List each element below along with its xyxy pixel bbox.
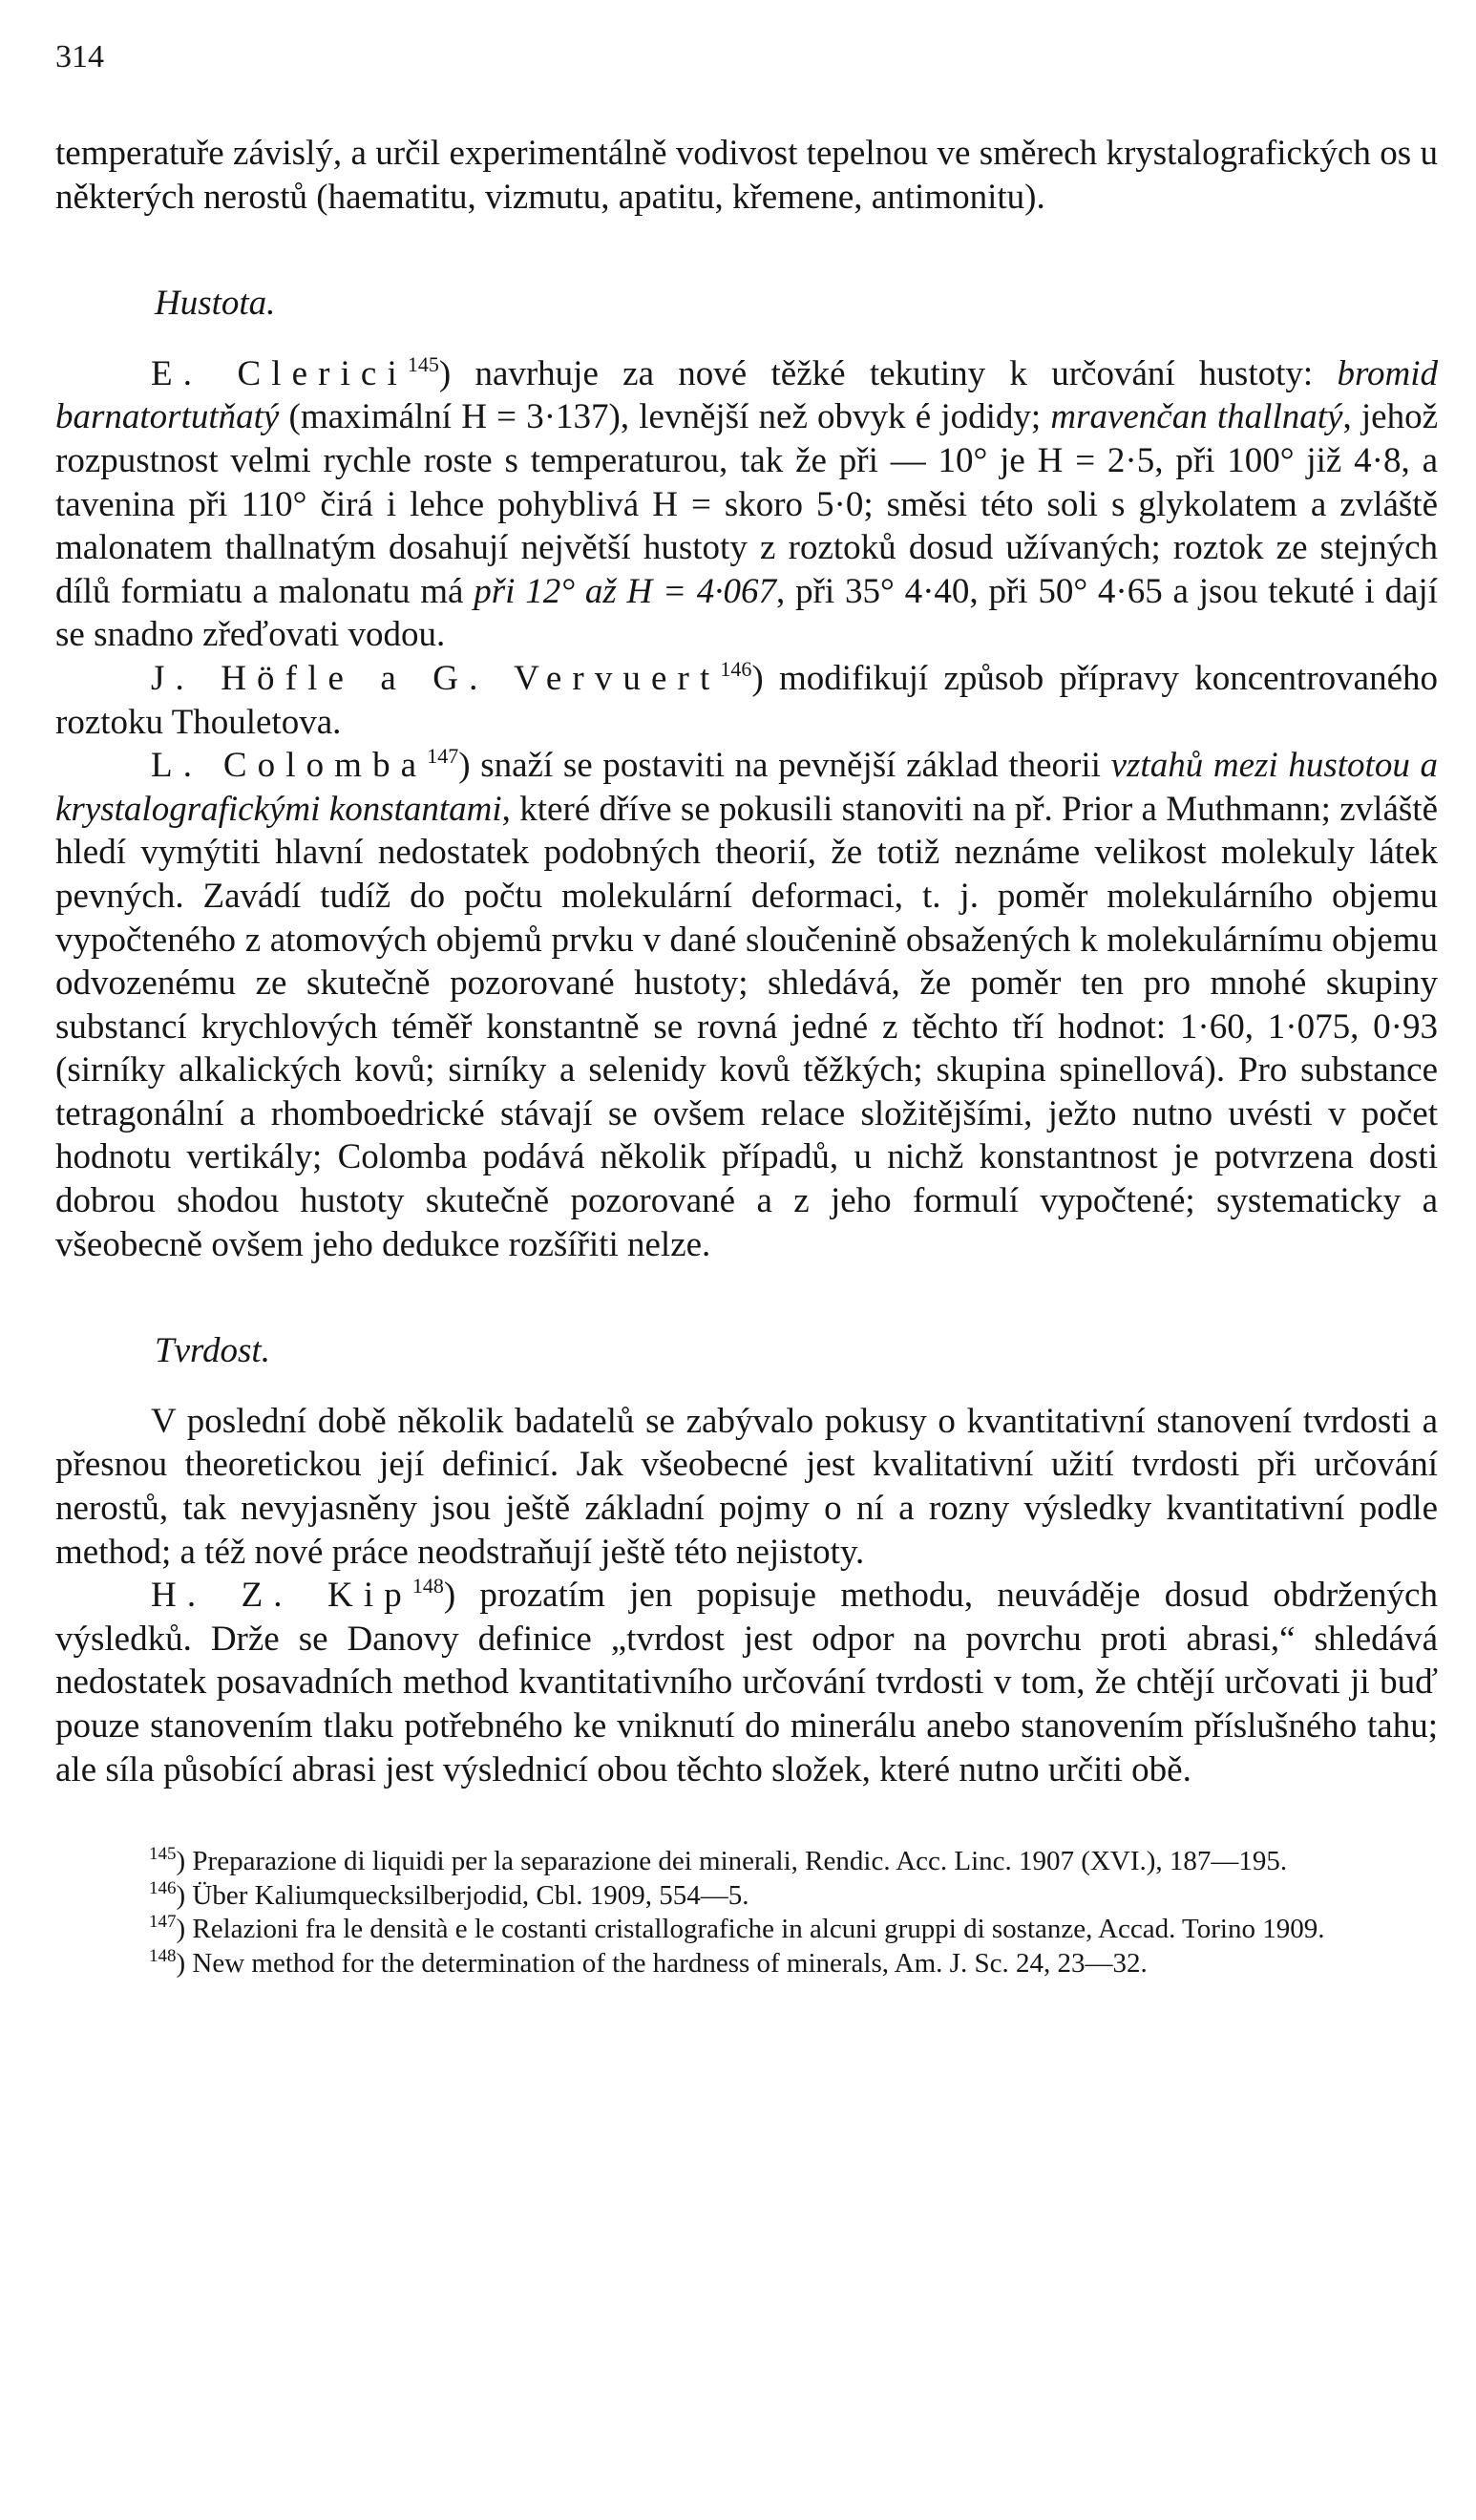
- footnote-ref: 147: [427, 744, 459, 769]
- page-number: 314: [55, 39, 104, 74]
- footnote: [55, 1845, 1438, 1879]
- paragraph-text: , které dříve se pokusili stanoviti na př. Prior a Muthmann; zvláště hledí vymýtiti hlavní nedostatek podobných theorií, že totiž neznáme velikost molekuly látek pevných. Zavádí tudíž do počtu molekulární deformaci, t. j. poměr molekulárního objemu vypočteného z atomových objemů prvku v dané sloučenině obsažených k molekulárnímu objemu odvozenému ze skutečně pozorované hustoty; shledává, že poměr ten pro mnohé skupiny substancí krychlových téměř konstantně se rovná jedné z těchto tří hodnot: 1·60, 1·075, 0·93 (sirníky alkalických kovů; sirníky a selenidy kovů těžkých; skupina spinellová). Pro substance tetragonální a rhomboedrické stávají se ovšem relace složitějšími, ježto nutno uvésti v počet hodnotu vertikály; Colomba podává několik případů, u nichž konstantnost je potvrzena dosti dobrou shodou hustoty skutečně pozorované a z jeho formulí vypočtené; systematicky a všeobecně ovšem jeho dedukce rozšířiti nelze.: [55, 789, 1438, 1264]
- italic-term: vztahů mezi hustotou a krystalografickými konstantami: [55, 746, 1439, 829]
- paragraph-colomba: [55, 744, 1438, 1266]
- paragraph-text: ) prozatím jen popisuje methodu, neuváděje dosud obdržených výsledků. Drže se Danovy definice „tvrdost jest odpor na povrchu proti abrasi,“ shledává nedostatek posavadních method kvantitativního určování tvrdosti v tom, že chtějí určovati ji buď pouze stanovením tlaku potřebného ke vniknutí do minerálu anebo stanovením příslušného tahu; ale síla působící abrasi jest výslednicí obou těchto složek, které nutno určiti obě.: [55, 1576, 1438, 1789]
- footnote-number: 147: [149, 1912, 177, 1933]
- section-heading-tvrdost: Tvrdost.: [155, 1331, 270, 1371]
- paragraph-clerici: [55, 352, 1438, 657]
- footnote: [55, 1947, 1438, 1981]
- footnote-number: 148: [149, 1945, 177, 1966]
- footnote: [55, 1913, 1438, 1947]
- italic-term: mravenčan thallnatý: [1050, 397, 1343, 437]
- footnote-ref: 148: [411, 1574, 444, 1599]
- paragraph-text: , při 35° 4·40, při 50° 4·65 a jsou tekuté i dají se snadno zřeďovati vodou.: [55, 571, 1438, 655]
- author-name: H. Z. Kip: [151, 1576, 412, 1616]
- paragraph-text: , jehož rozpustnost velmi rychle roste s temperaturou, tak že při — 10° je H = 2·5, při 100° již 4·8, a tavenina při 110° čirá i lehce pohyblivá H = skoro 5·0; směsi této soli s glykolatem a zvláště malonatem thallnatým dosahují největší hustoty z roztoků dosud užívaných; roztok ze stejných dílů formiatu a malonatu má: [55, 397, 1439, 611]
- paragraph-tvrdost-intro: V poslední době několik badatelů se zabývalo pokusy o kvantitativní stanovení tvrdosti a přesnou theoretickou její definicí. Jak všeobecné jest kvalitativní užití tvrdosti při určování nerostů, tak nevyjasněny jsou ještě základní pojmy o ní a rozny výsledky kvantitativní podle method; a též nové práce neodstraňují ještě této nejistoty.: [55, 1401, 1438, 1572]
- paragraph-hofle-vervuert: [55, 657, 1438, 744]
- footnote-text: ) Preparazione di liquidi per la separazione dei minerali, Rendic. Acc. Linc. 1907 (XVI.), 187—195.: [176, 1846, 1288, 1877]
- author-name: J. Höfle a G. Vervuert: [151, 658, 721, 698]
- footnote-text: ) Relazioni fra le densità e le costanti cristallografiche in alcuni gruppi di sostanze, Accad. Torino 1909.: [176, 1914, 1325, 1945]
- footnote-ref: 146: [720, 656, 752, 681]
- footnote-number: 146: [149, 1877, 177, 1898]
- intro-paragraph: temperatuře závislý, a určil experimentálně vodivost tepelnou ve směrech krystalografických os u některých nerostů (haematitu, vizmutu, apatitu, křemene, antimonitu).: [55, 134, 1438, 217]
- paragraph-text: ) navrhuje za nové těžké tekutiny k určování hustoty:: [438, 353, 1338, 393]
- paragraph-text: ) modifikují způsob přípravy koncentrovaného roztoku Thouletova.: [55, 658, 1439, 742]
- footnotes: [55, 1845, 1438, 1980]
- italic-term: při 12° až H = 4·067: [474, 571, 777, 611]
- paragraph-kip: [55, 1574, 1438, 1791]
- footnote-ref: 145: [407, 351, 439, 376]
- author-name: L. Colomba: [151, 746, 428, 786]
- footnote-text: ) New method for the determination of the hardness of minerals, Am. J. Sc. 24, 23—32.: [176, 1947, 1148, 1979]
- section-heading-hustota: Hustota.: [155, 284, 276, 324]
- footnote: [55, 1879, 1438, 1914]
- footnote-number: 145: [149, 1844, 177, 1865]
- page: [55, 38, 1438, 1980]
- paragraph-text: ) snaží se postaviti na pevnější základ theorii: [458, 746, 1111, 786]
- footnote-text: ) Über Kaliumquecksilberjodid, Cbl. 1909, 554—5.: [176, 1879, 749, 1911]
- author-name: E. Clerici: [151, 353, 408, 393]
- paragraph-text: (maximální H = 3·137), levnější než obvyk é jodidy;: [279, 397, 1051, 437]
- italic-term: bromid barnatortutňatý: [55, 353, 1438, 437]
